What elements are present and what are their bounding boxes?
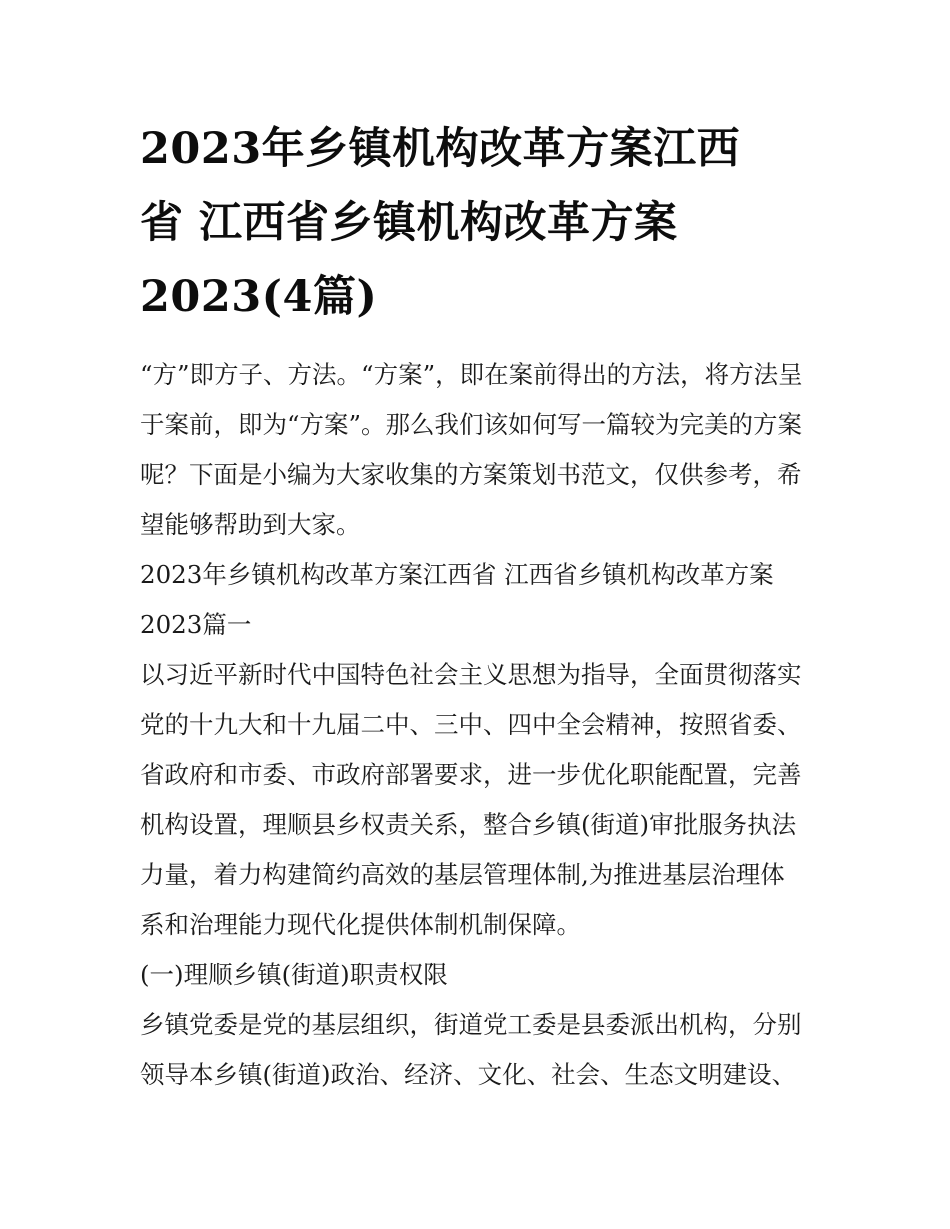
text-line: 呢？下面是小编为大家收集的方案策划书范文，仅供参考，希 <box>140 460 802 489</box>
text-line: 力量，着力构建简约高效的基层管理体制,为推进基层治理体 <box>140 860 785 889</box>
body-paragraph <box>140 1000 812 1100</box>
text-line: 乡镇党委是党的基层组织，街道党工委是县委派出机构，分别 <box>140 1010 802 1039</box>
text-line: 2023篇一 <box>140 610 252 639</box>
document-title <box>140 112 812 334</box>
text-line: 系和治理能力现代化提供体制机制保障。 <box>140 910 581 939</box>
text-line: 党的十九大和十九届二中、三中、四中全会精神，按照省委、 <box>140 710 802 739</box>
text-line: 2023年乡镇机构改革方案江西省 江西省乡镇机构改革方案 <box>140 560 774 589</box>
title-line: 2023(4篇) <box>140 272 378 322</box>
document-content <box>140 112 812 1100</box>
body-paragraph <box>140 650 812 950</box>
title-line: 2023年乡镇机构改革方案江西 <box>140 124 741 174</box>
text-line: 于案前，即为“方案”。那么我们该如何写一篇较为完美的方案 <box>140 410 803 439</box>
title-line: 省 江西省乡镇机构改革方案 <box>140 198 678 248</box>
text-line: 机构设置，理顺县乡权责关系，整合乡镇(街道)审批服务执法 <box>140 810 797 839</box>
text-line: 省政府和市委、市政府部署要求，进一步优化职能配置，完善 <box>140 760 802 789</box>
section-heading <box>140 550 812 650</box>
text-line: 以习近平新时代中国特色社会主义思想为指导，全面贯彻落实 <box>140 660 802 689</box>
intro-paragraph <box>140 350 812 550</box>
document-body <box>140 350 812 1100</box>
text-line: (一)理顺乡镇(街道)职责权限 <box>140 960 448 989</box>
text-line: 望能够帮助到大家。 <box>140 510 361 539</box>
text-line: “方”即方子、方法。“方案”，即在案前得出的方法，将方法呈 <box>140 360 803 389</box>
text-line: 领导本乡镇(街道)政治、经济、文化、社会、生态文明建设、 <box>140 1060 797 1089</box>
subsection-heading <box>140 950 812 1000</box>
